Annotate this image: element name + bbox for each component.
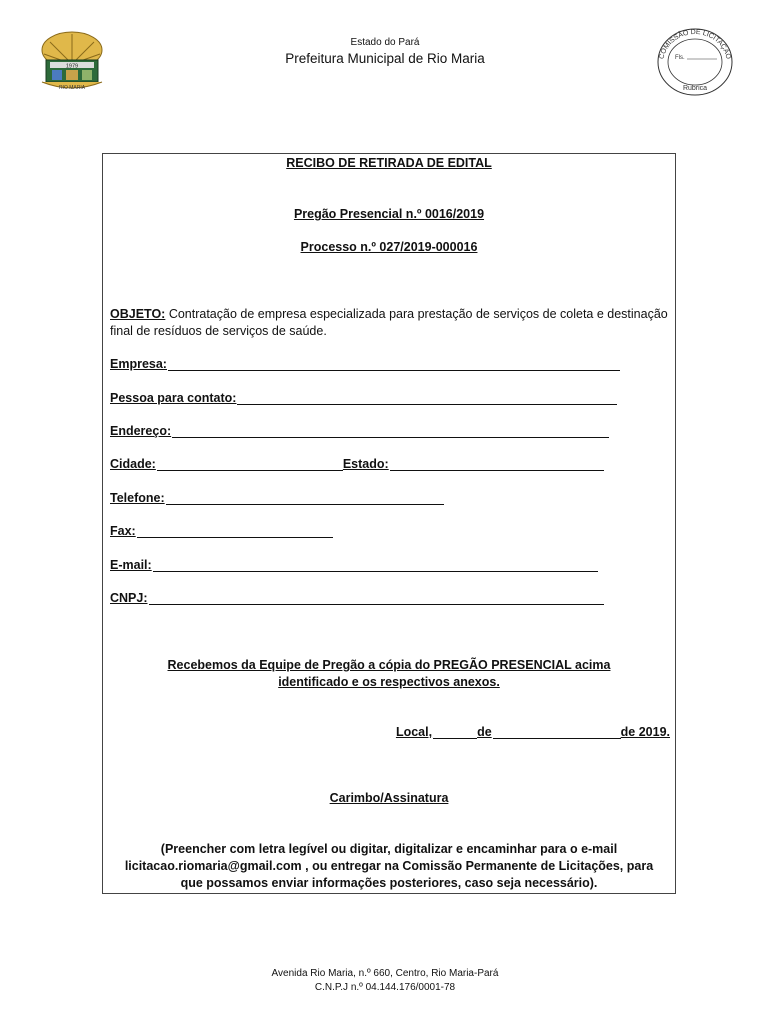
contato-blank-line[interactable] <box>237 392 617 405</box>
svg-text:1979: 1979 <box>65 63 79 70</box>
local-label: Local, <box>395 725 433 739</box>
form-title: RECIBO DE RETIRADA DE EDITAL <box>286 156 492 170</box>
de-label: de <box>477 725 492 739</box>
empresa-label: Empresa: <box>110 357 167 371</box>
empresa-field[interactable] <box>110 357 630 371</box>
header-city: Prefeitura Municipal de Rio Maria <box>285 51 485 66</box>
telefone-blank-line[interactable] <box>166 492 444 505</box>
month-blank-line[interactable] <box>493 726 621 739</box>
pregao-number: Pregão Presencial n.º 0016/2019 <box>293 207 485 221</box>
cidade-blank-line[interactable] <box>157 458 343 471</box>
instructions-note: (Preencher com letra legível ou digitar, digitalizar e encaminhar para o e-mail licitacao.riomaria@gmail.com , ou entregar na Comissão Permanente de Licitações, para que possamos enviar informações posteriores, caso seja necessário). <box>124 842 654 890</box>
svg-text:RIO MARIA: RIO MARIA <box>58 85 86 91</box>
objeto-label: OBJETO: <box>110 307 166 321</box>
svg-text:Rubrica: Rubrica <box>682 85 708 92</box>
telefone-field[interactable] <box>110 491 630 505</box>
svg-text:COMISSÃO DE LICITAÇÃO: COMISSÃO DE LICITAÇÃO <box>658 28 732 60</box>
email-field[interactable] <box>110 558 630 572</box>
cidade-label: Cidade: <box>110 457 156 471</box>
receipt-statement: Recebemos da Equipe de Pregão a cópia do PREGÃO PRESENCIAL acima identificado e os respectivos anexos. <box>167 658 611 689</box>
estado-label: Estado: <box>342 457 389 471</box>
svg-text:Fls.: Fls. <box>675 55 685 61</box>
commission-stamp <box>655 26 735 96</box>
endereco-blank-line[interactable] <box>172 425 609 438</box>
objeto-paragraph <box>110 306 670 340</box>
header-state: Estado do Pará <box>350 37 420 48</box>
cnpj-label: CNPJ: <box>110 591 148 605</box>
processo-number: Processo n.º 027/2019-000016 <box>300 240 478 254</box>
cnpj-blank-line[interactable] <box>149 592 604 605</box>
contato-label: Pessoa para contato: <box>110 391 237 405</box>
telefone-label: Telefone: <box>110 491 165 505</box>
fax-field[interactable] <box>110 524 630 538</box>
empresa-blank-line[interactable] <box>168 358 620 371</box>
contato-field[interactable] <box>110 391 630 405</box>
email-blank-line[interactable] <box>153 559 598 572</box>
cidade-estado-field[interactable] <box>110 457 630 471</box>
year-label: de 2019. <box>620 725 670 739</box>
local-date-line[interactable] <box>380 725 670 739</box>
endereco-field[interactable] <box>110 424 630 438</box>
objeto-text: Contratação de empresa especializada para prestação de serviços de coleta e destinação final de resíduos de serviços de saúde. <box>110 307 668 338</box>
endereco-label: Endereço: <box>110 424 172 438</box>
fax-label: Fax: <box>110 524 136 538</box>
local-blank-day[interactable] <box>433 726 477 739</box>
fax-blank-line[interactable] <box>137 525 333 538</box>
footer-cnpj: C.N.P.J n.º 04.144.176/0001-78 <box>314 982 456 993</box>
stamp-signature-label: Carimbo/Assinatura <box>329 791 449 805</box>
email-label: E-mail: <box>110 558 152 572</box>
footer-address: Avenida Rio Maria, n.º 660, Centro, Rio Maria-Pará <box>271 968 499 979</box>
estado-blank-line[interactable] <box>390 458 604 471</box>
cnpj-field[interactable] <box>110 591 630 605</box>
